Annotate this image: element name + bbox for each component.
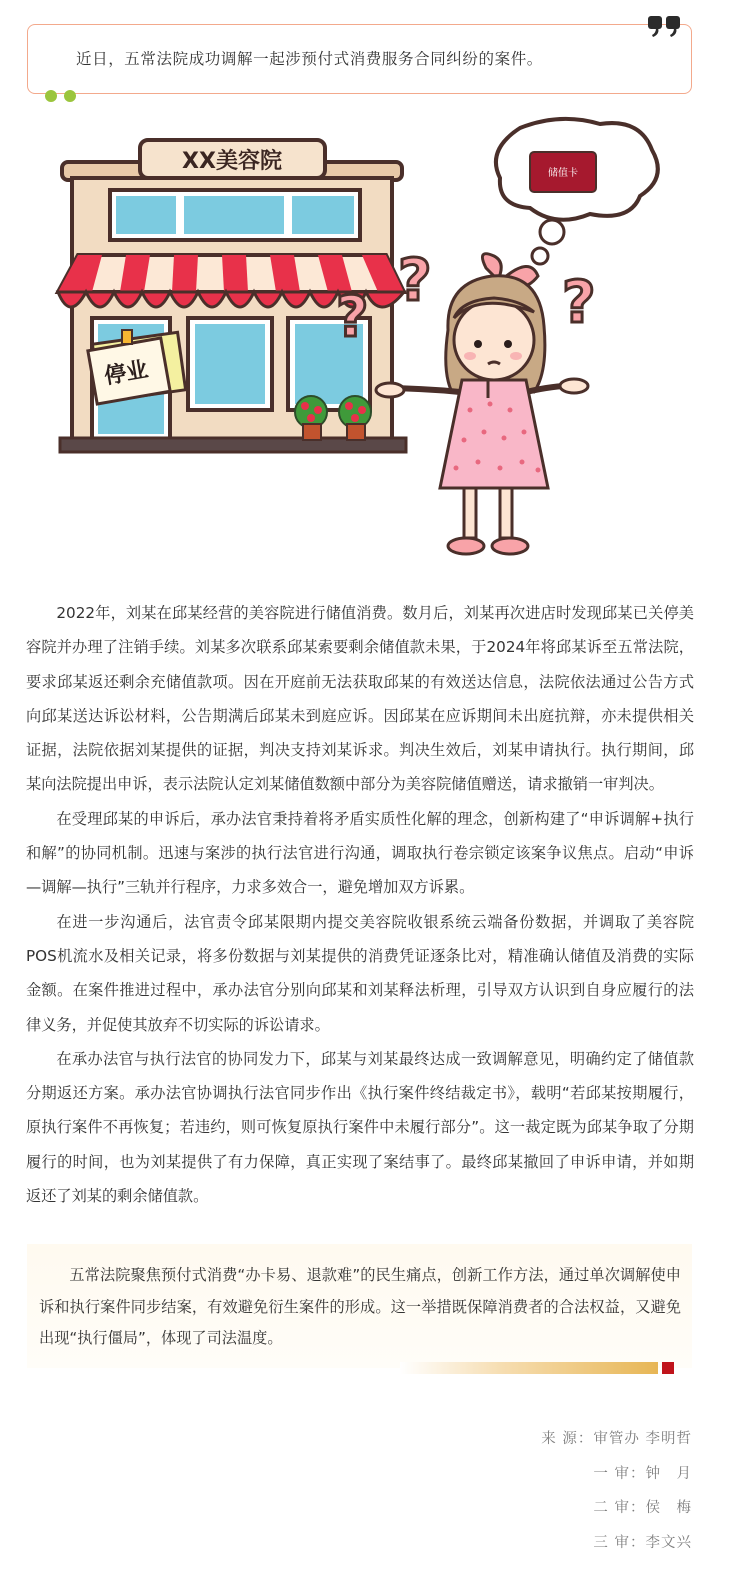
- illustration-closed-shop: [0, 110, 735, 570]
- thought-bubble: [496, 119, 658, 264]
- article-body: [26, 596, 694, 1213]
- green-dots-decoration: [44, 89, 80, 103]
- closed-note-text: 停业: [102, 357, 151, 390]
- paragraph-case-background: 2022年，刘某在邱某经营的美容院进行储值消费。数月后，刘某再次进店时发现邱某已关停美容院并办理了注销手续。刘某多次联系邱某索要剩余储值款未果，于2024年将邱某诉至五常法院，要求邱某返还剩余充储值款项。因在开庭前无法获取邱某的有效送达信息，法院依法通过公告方式向邱某送达诉讼材料，公告期满后邱某未到庭应诉。因邱某在应诉期间未出庭抗辩，亦未提供相关证据，法院依据刘某提供的证据，判决支持刘某诉求。判决生效后，刘某申请执行。执行期间，邱某向法院提出申诉，表示法院认定刘某储值数额中部分为美容院储值赠送，请求撤销一审判决。: [26, 604, 694, 794]
- quote-mark-icon: [648, 14, 682, 38]
- summary-text: 五常法院聚焦预付式消费“办卡易、退款难”的民生痛点，创新工作方法，通过单次调解使申诉和执行案件同步结案，有效避免衍生案件的形成。这一举措既保障消费者的合法权益，又避免出现“执行僵局”，体现了司法温度。: [39, 1266, 681, 1347]
- svg-text:?: ?: [562, 268, 596, 336]
- summary-red-square: [662, 1362, 674, 1374]
- credits: [541, 1422, 692, 1560]
- summary-gradient-bar: [400, 1362, 658, 1374]
- shop-sign: [140, 140, 325, 178]
- stored-value-card-text: 储值卡: [548, 168, 578, 179]
- svg-text:?: ?: [336, 285, 369, 350]
- paragraph-fact-verification: 在进一步沟通后，法官责令邱某限期内提交美容院收银系统云端备份数据，并调取了美容院POS机流水及相关记录，将多份数据与刘某提供的消费凭证逐条比对，精准确认储值及消费的实际金额。在案件推进过程中，承办法官分别向邱某和刘某释法析理，引导双方认识到自身应履行的法律义务，并促使其放弃不切实际的诉讼请求。: [26, 912, 694, 1034]
- summary-box: [27, 1244, 692, 1368]
- credit-review-2: 二 审：侯 梅: [593, 1500, 692, 1516]
- credit-review-3: 三 审：李文兴: [593, 1534, 692, 1551]
- shop-sign-text: XX美容院: [182, 149, 282, 174]
- intro-quote-box: [27, 24, 692, 94]
- svg-text:?: ?: [398, 246, 432, 314]
- intro-text: 近日，五常法院成功调解一起涉预付式消费服务合同纠纷的案件。: [76, 50, 543, 68]
- credit-source: 来 源：审管办 李明哲: [541, 1431, 692, 1447]
- credit-review-1: 一 审：钟 月: [593, 1465, 692, 1482]
- paragraph-mediation-mechanism: 在受理邱某的申诉后，承办法官秉持着将矛盾实质性化解的理念，创新构建了“申诉调解+执行和解”的协同机制。迅速与案涉的执行法官进行沟通，调取执行卷宗锁定该案争议焦点。启动“申诉—调解—执行”三轨并行程序，力求多效合一，避免增加双方诉累。: [26, 809, 694, 897]
- paragraph-settlement: 在承办法官与执行法官的协同发力下，邱某与刘某最终达成一致调解意见，明确约定了储值款分期返还方案。承办法官协调执行法官同步作出《执行案件终结裁定书》，载明“若邱某按期履行，原执行案件不再恢复；若违约，则可恢复原执行案件中未履行部分”。这一裁定既为邱某争取了分期履行的时间，也为刘某提供了有力保障，真正实现了案结事了。最终邱某撤回了申诉申请，并如期返还了刘某的剩余储值款。: [26, 1049, 694, 1206]
